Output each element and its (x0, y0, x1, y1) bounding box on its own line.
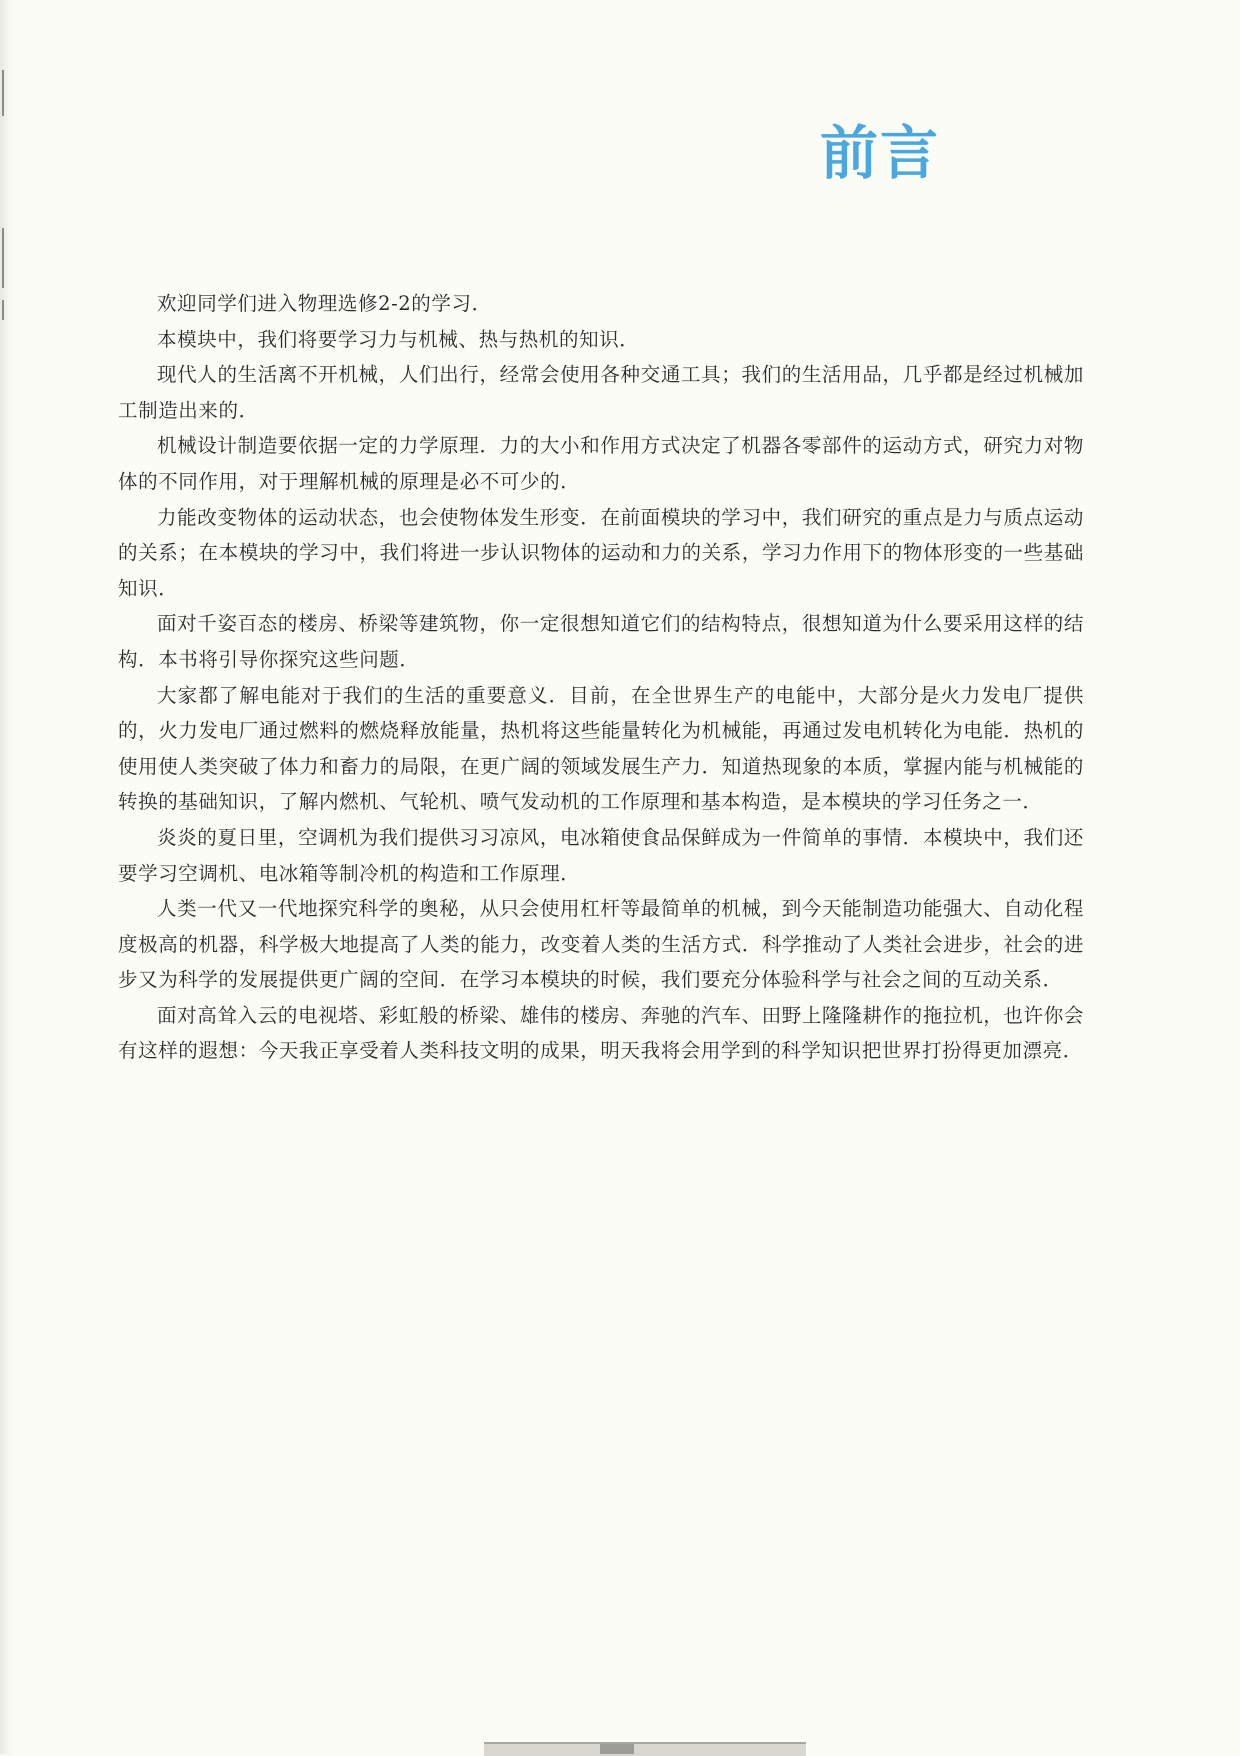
paragraph: 人类一代又一代地探究科学的奥秘，从只会使用杠杆等最简单的机械，到今天能制造功能强大、自动化程度极高的机器，科学极大地提高了人类的能力，改变着人类的生活方式．科学推动了人类社会进步，社会的进步又为科学的发展提供更广阔的空间．在学习本模块的时候，我们要充分体验科学与社会之间的互动关系． (118, 897, 1084, 992)
paragraph: 炎炎的夏日里，空调机为我们提供习习凉风，电冰箱使食品保鲜成为一件简单的事情．本模块中，我们还要学习空调机、电冰箱等制冷机的构造和工作原理． (118, 825, 1084, 885)
paragraph: 欢迎同学们进入物理选修2-2的学习． (157, 292, 492, 315)
scan-artifact (2, 70, 4, 116)
paragraph: 大家都了解电能对于我们的生活的重要意义．目前，在全世界生产的电能中，大部分是火力发电厂提供的，火力发电厂通过燃料的燃烧释放能量，热机将这些能量转化为机械能，再通过发电机转化为电能．热机的使用使人类突破了体力和畜力的局限，在更广阔的领域发展生产力．知道热现象的本质，掌握内能与机械能的转换的基础知识，了解内燃机、气轮机、喷气发动机的工作原理和基本构造，是本模块的学习任务之一． (118, 683, 1084, 814)
paragraph: 机械设计制造要依据一定的力学原理．力的大小和作用方式决定了机器各零部件的运动方式，研究力对物体的不同作用，对于理解机械的原理是必不可少的． (118, 434, 1084, 493)
paragraph: 面对千姿百态的楼房、桥梁等建筑物，你一定很想知道它们的结构特点，很想知道为什么要采用这样的结构．本书将引导你探究这些问题． (118, 612, 1084, 671)
scan-artifact (2, 228, 4, 288)
paragraph: 力能改变物体的运动状态，也会使物体发生形变．在前面模块的学习中，我们研究的重点是力与质点运动的关系；在本模块的学习中，我们将进一步认识物体的运动和力的关系，学习力作用下的物体形变的一些基础知识． (118, 505, 1084, 600)
scan-left-edge (0, 0, 14, 1754)
page-title: 前言 (820, 119, 941, 187)
paragraph: 本模块中，我们将要学习力与机械、热与热机的知识． (157, 327, 640, 351)
scan-artifact (2, 300, 4, 320)
binding-mark (600, 1744, 634, 1754)
preface-body (118, 286, 1084, 1069)
paragraph: 面对高耸入云的电视塔、彩虹般的桥梁、雄伟的楼房、奔驰的汽车、田野上隆隆耕作的拖拉机，也许你会有这样的遐想：今天我正享受着人类科技文明的成果，明天我将会用学到的科学知识把世界打扮得更加漂亮． (118, 1003, 1084, 1063)
paragraph: 现代人的生活离不开机械，人们出行，经常会使用各种交通工具；我们的生活用品，几乎都是经过机械加工制造出来的． (118, 363, 1084, 422)
